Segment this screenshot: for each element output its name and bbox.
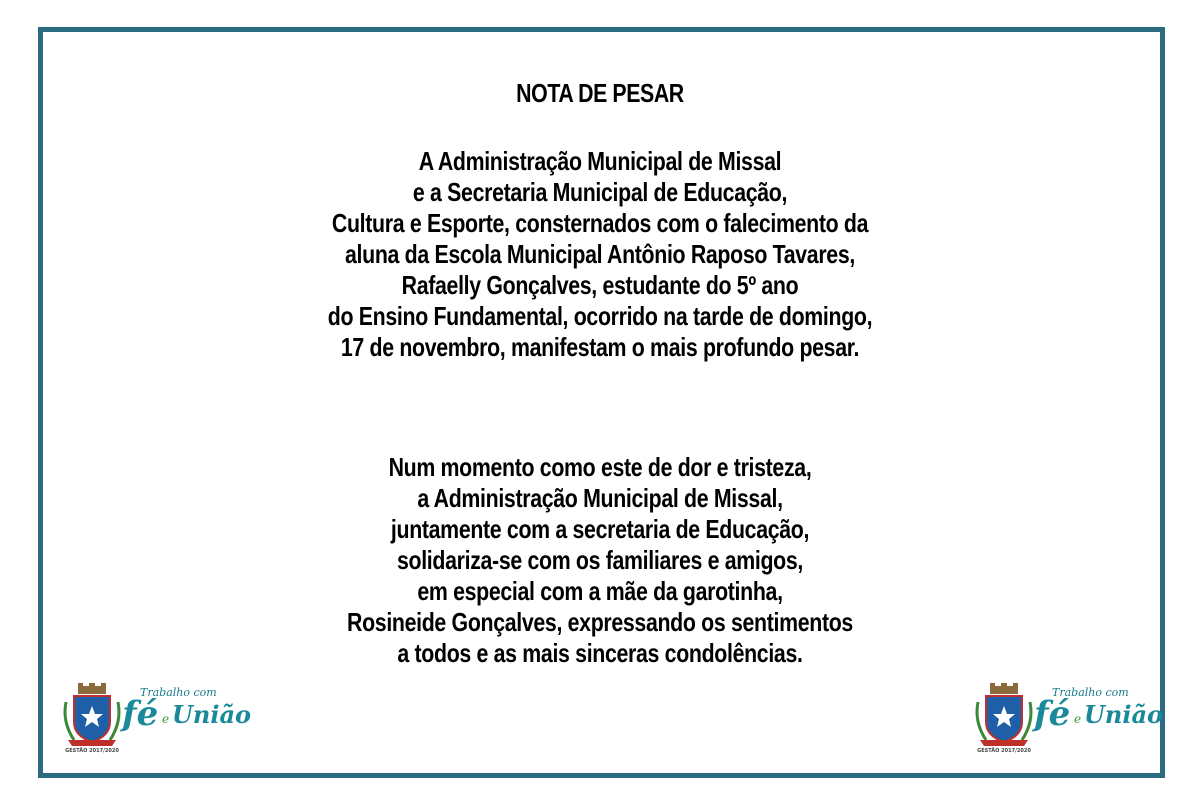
- paragraph-2-line: a Administração Municipal de Missal,: [417, 483, 783, 513]
- paragraph-1-line: do Ensino Fundamental, ocorrido na tarde de domingo,: [327, 301, 873, 331]
- municipal-logo-right: [972, 682, 1164, 762]
- paragraph-2: [108, 452, 1092, 669]
- coat-of-arms-icon: [972, 682, 1036, 750]
- paragraph-2-line: a todos e as mais sinceras condolências.: [397, 638, 803, 668]
- slogan-uniao: União: [1084, 700, 1164, 729]
- paragraph-2-line: juntamente com a secretaria de Educação,: [390, 514, 810, 544]
- municipal-logo-left: [60, 682, 252, 762]
- paragraph-1-line: A Administração Municipal de Missal: [418, 146, 782, 176]
- paragraph-2-line: Rosineide Gonçalves, expressando os sentimentos: [347, 607, 853, 637]
- paragraph-1-line: 17 de novembro, manifestam o mais profundo pesar.: [340, 332, 860, 362]
- coat-of-arms-icon: [60, 682, 124, 750]
- paragraph-1-line: Rafaelly Gonçalves, estudante do 5º ano: [401, 270, 799, 300]
- paragraph-1: [108, 146, 1092, 363]
- gestao-label: GESTÃO 2017/2020: [65, 748, 119, 754]
- paragraph-2-line: solidariza-se com os familiares e amigos,: [396, 545, 804, 575]
- slogan-e: e: [1074, 712, 1082, 726]
- paragraph-2-line: em especial com a mãe da garotinha,: [417, 576, 783, 606]
- slogan-small: Trabalho com: [140, 686, 217, 699]
- gestao-label: GESTÃO 2017/2020: [977, 748, 1031, 754]
- slogan-small: Trabalho com: [1052, 686, 1129, 699]
- paragraph-1-line: e a Secretaria Municipal de Educação,: [412, 177, 788, 207]
- slogan-e: e: [162, 712, 170, 726]
- slogan-fe: fé: [122, 694, 159, 734]
- paragraph-2-line: Num momento como este de dor e tristeza,: [388, 452, 812, 482]
- paragraph-1-line: aluna da Escola Municipal Antônio Raposo Tavares,: [345, 239, 855, 269]
- document-title: NOTA DE PESAR: [516, 78, 684, 108]
- slogan-fe: fé: [1034, 694, 1071, 734]
- slogan-uniao: União: [172, 700, 252, 729]
- paragraph-1-line: Cultura e Esporte, consternados com o falecimento da: [331, 208, 869, 238]
